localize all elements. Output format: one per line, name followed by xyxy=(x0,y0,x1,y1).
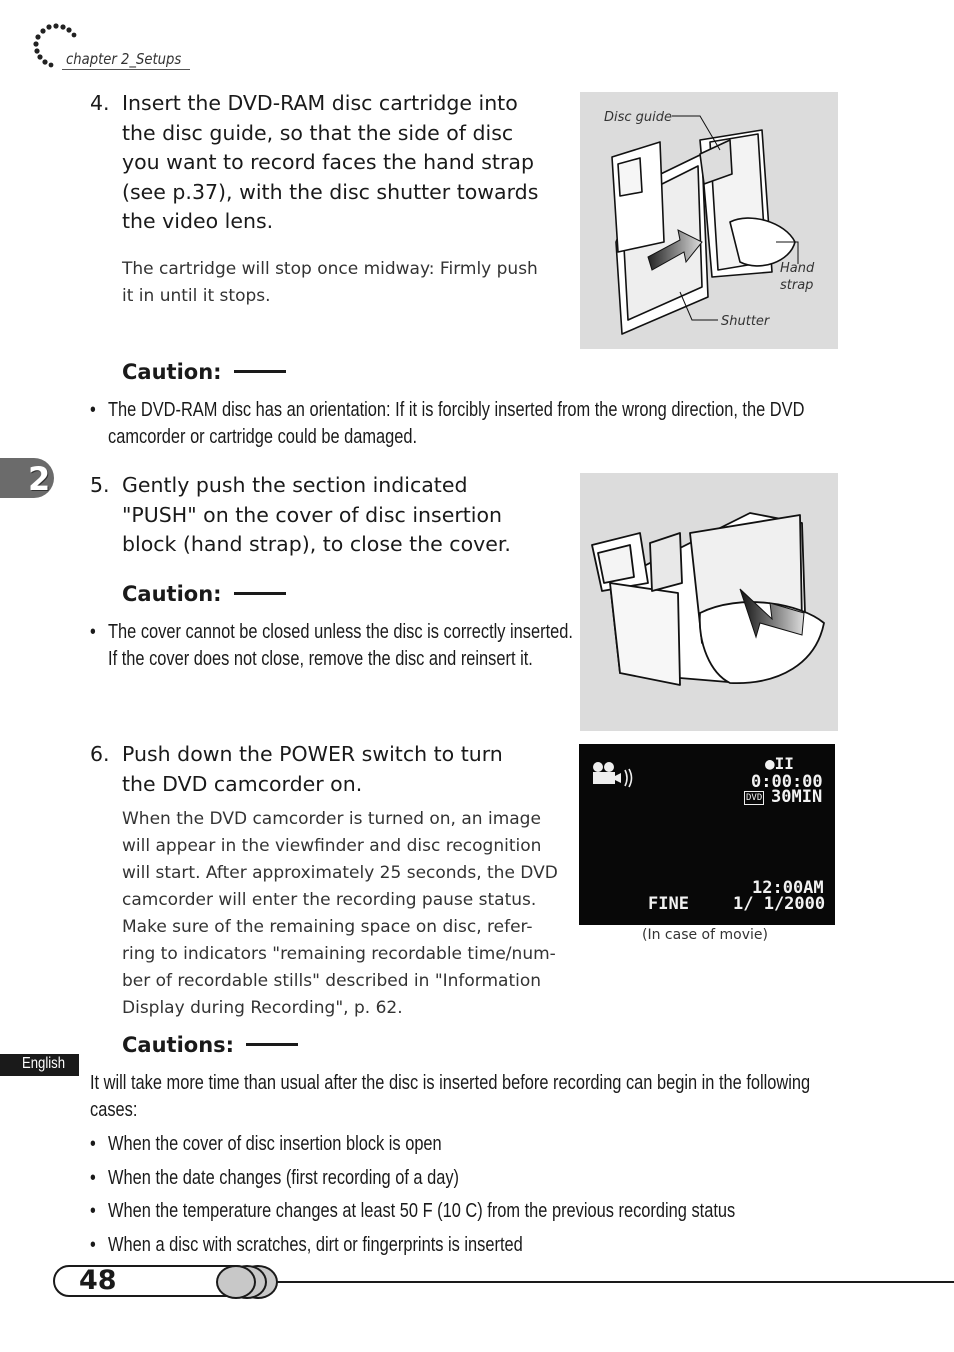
bullet-dot: • xyxy=(90,399,96,421)
step-4-line: (see p.37), with the disc shutter towards xyxy=(122,179,539,204)
step-4-line: Insert the DVD-RAM disc cartridge into xyxy=(122,91,518,115)
note-line: ber of recordable stills" described in "Information xyxy=(122,971,542,991)
cautions-heading xyxy=(122,1033,298,1057)
item-text: When the date changes (first recording of a day) xyxy=(108,1167,460,1189)
step-6 xyxy=(90,740,560,800)
clock-time: 12:00AM xyxy=(752,878,824,898)
caution-line: If the cover does not close, remove the disc and reinsert it. xyxy=(108,648,533,670)
cautions-item xyxy=(90,1131,664,1158)
step-4-line: the disc guide, so that the side of disc xyxy=(122,120,514,145)
bullet-dot: • xyxy=(90,1133,96,1155)
caution-rule xyxy=(234,370,286,373)
note-line: will start. After approximately 25 seconds, the DVD xyxy=(122,863,558,883)
language-tab xyxy=(0,1054,79,1076)
caution-heading xyxy=(122,360,286,384)
item-text: When a disc with scratches, dirt or fingerprints is inserted xyxy=(108,1234,523,1256)
step-number: 4. xyxy=(90,91,110,115)
caution-rule xyxy=(246,1043,298,1046)
label-hand: Hand xyxy=(780,261,815,276)
dvd-icon: DVD xyxy=(746,793,763,803)
quality-mode: FINE xyxy=(648,894,689,914)
step-6-note xyxy=(122,806,572,1022)
note-line: The cartridge will stop once midway: Firmly push xyxy=(122,259,538,279)
remaining-time: 30MIN xyxy=(771,787,823,807)
cautions-title: Cautions: xyxy=(122,1033,235,1057)
step-6-line: the DVD camcorder on. xyxy=(122,771,363,796)
step-4-line: you want to record faces the hand strap xyxy=(122,150,534,174)
caution-line: The cover cannot be closed unless the disc is correctly inserted. xyxy=(108,621,573,643)
item-text: When the cover of disc insertion block is open xyxy=(108,1133,442,1155)
viewfinder-display xyxy=(579,744,835,925)
side-chapter-tab xyxy=(0,458,54,498)
note-line: ring to indicators "remaining recordable time/num- xyxy=(122,944,556,964)
step-5 xyxy=(90,471,560,561)
time-counter: 0:00:00 xyxy=(751,772,823,792)
intro-line: cases: xyxy=(90,1099,138,1121)
figure-close-cover xyxy=(580,473,838,731)
bullet-dot: • xyxy=(90,1200,96,1222)
bullet-dot: • xyxy=(90,1167,96,1189)
note-line: When the DVD camcorder is turned on, an image xyxy=(122,809,541,829)
note-line: camcorder will enter the recording pause status. xyxy=(122,890,537,910)
caution-title: Caution: xyxy=(122,582,222,606)
movie-camera-icon xyxy=(591,760,639,788)
pause-indicator: ●II xyxy=(765,754,794,773)
step-5-line: Gently push the section indicated xyxy=(122,473,468,497)
step-4-line: the video lens. xyxy=(122,209,274,233)
caution-line: The DVD-RAM disc has an orientation: If it is forcibly inserted from the wrong direction, the DVD xyxy=(108,399,805,421)
cautions-intro xyxy=(90,1070,812,1124)
intro-line: It will take more time than usual after the disc is inserted before recording can begin in the following xyxy=(90,1072,811,1094)
caution-rule xyxy=(234,592,286,595)
item-text: When the temperature changes at least 50 F (10 C) from the previous recording status xyxy=(108,1200,736,1222)
note-line: Make sure of the remaining space on disc, refer- xyxy=(122,917,533,937)
side-chapter-number: 2 xyxy=(28,460,51,498)
figure-caption: (In case of movie) xyxy=(642,927,768,943)
cautions-item xyxy=(90,1232,664,1259)
step-4-note xyxy=(122,256,562,310)
note-line: it in until it stops. xyxy=(122,286,271,306)
step-number: 6. xyxy=(90,742,110,766)
step-4 xyxy=(90,89,560,239)
caution-line: camcorder or cartridge could be damaged. xyxy=(108,426,418,448)
date-display: 1/ 1/2000 xyxy=(733,894,826,914)
caution-title: Caution: xyxy=(122,360,222,384)
step-number: 5. xyxy=(90,473,110,497)
cautions-item xyxy=(90,1198,795,1225)
note-line: will appear in the viewfinder and disc recognition xyxy=(122,836,542,856)
figure-disc-insertion xyxy=(580,92,838,349)
label-disc-guide: Disc guide xyxy=(604,110,673,125)
language-label: English xyxy=(22,1055,66,1072)
bullet-dot: • xyxy=(90,621,96,643)
label-shutter: Shutter xyxy=(721,314,770,329)
step-6-line: Push down the POWER switch to turn xyxy=(122,742,503,766)
footer-decor-circle xyxy=(216,1265,256,1299)
step-5-line: block (hand strap), to close the cover. xyxy=(122,532,511,556)
note-line: Display during Recording", p. 62. xyxy=(122,998,403,1018)
footer-rule xyxy=(270,1281,954,1283)
label-strap: strap xyxy=(780,278,814,293)
chapter-label: chapter 2_Setups xyxy=(66,50,182,68)
page-number: 48 xyxy=(79,1265,117,1296)
chapter-underline xyxy=(62,69,190,70)
caution-heading xyxy=(122,582,286,606)
cautions-item xyxy=(90,1165,664,1192)
bullet-dot: • xyxy=(90,1234,96,1256)
step-5-line: "PUSH" on the cover of disc insertion xyxy=(122,502,503,527)
